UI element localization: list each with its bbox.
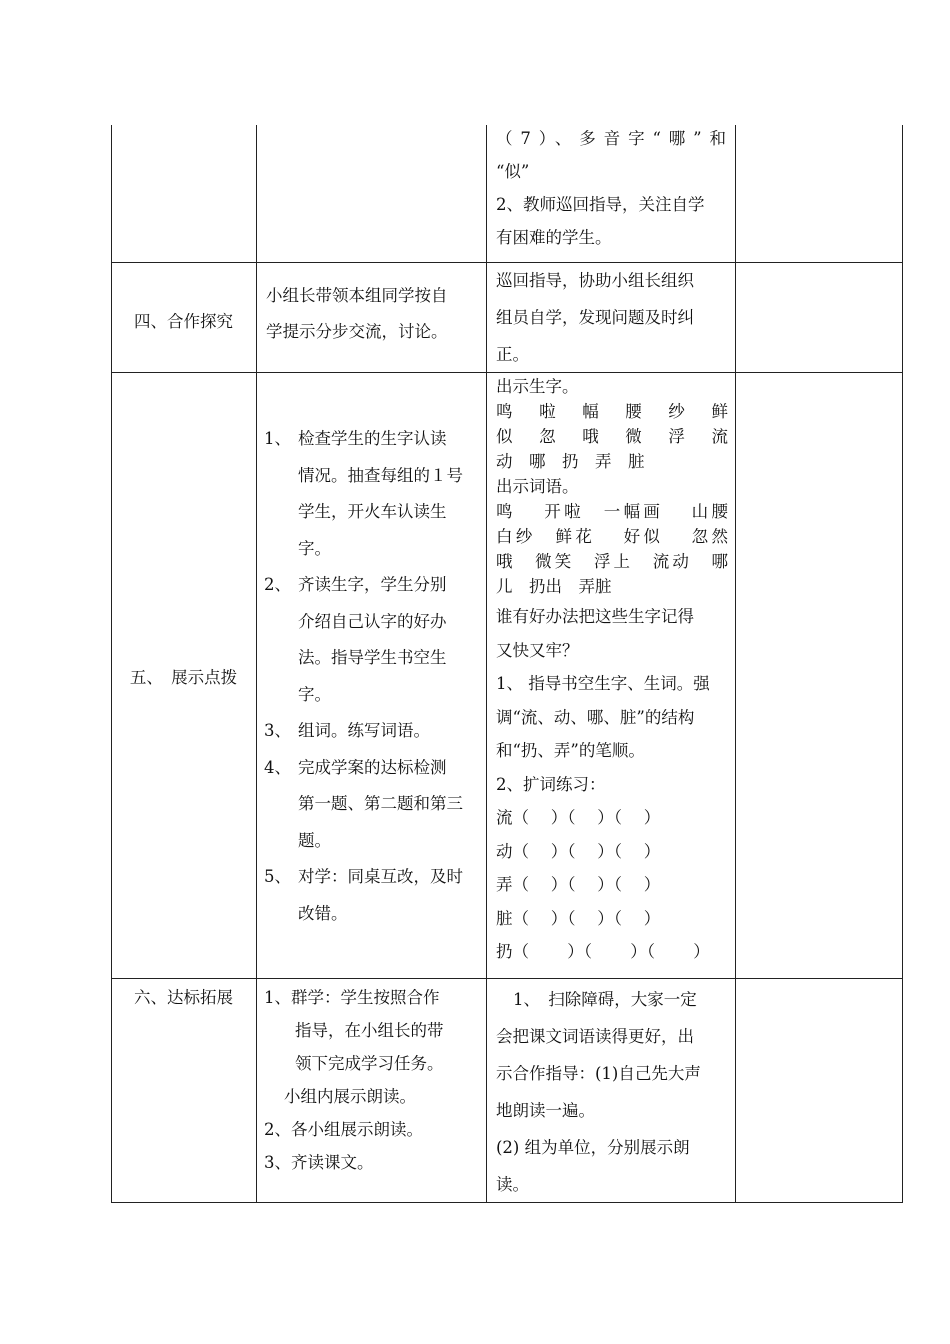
row4-teacher-cell <box>496 981 732 1203</box>
new-characters-line: 似 忽 哦 微 浮 流 <box>496 427 728 446</box>
student-line: 2、各小组展示朗读。 <box>264 1120 423 1139</box>
student-line: 小组长带领本组同学按自 <box>266 286 448 305</box>
student-line: 学提示分步交流，讨论。 <box>266 322 448 341</box>
new-words-title: 出示词语。 <box>496 477 579 496</box>
student-line: 情况。抽查每组的１号 <box>298 465 463 485</box>
student-line: 改错。 <box>298 903 348 923</box>
student-item: 5、 对学：同桌互改，及时 <box>264 867 463 886</box>
teacher-line: 有困难的学生。 <box>496 228 612 247</box>
new-words-line: 鸣 开啦 一幅画 山腰 <box>496 502 728 521</box>
student-item: 1、 检查学生的生字认读 <box>264 429 447 448</box>
student-line: 领下完成学习任务。 <box>295 1054 444 1073</box>
teacher-guidance-block <box>496 600 728 969</box>
student-line: 字。 <box>298 538 331 558</box>
row1-teacher-cell <box>496 122 726 254</box>
student-line: 小组内展示朗读。 <box>284 1087 416 1106</box>
student-line: 法。指导学生书空生 <box>298 648 447 667</box>
teacher-line: 和“扔、弄”的笔顺。 <box>496 741 645 760</box>
teacher-line: 1、 指导书空生字、生词。强 <box>496 674 710 693</box>
teacher-line: 组员自学，发现问题及时纠 <box>496 308 694 327</box>
student-line: 题。 <box>298 830 331 850</box>
student-line: 学生，开火车认读生 <box>298 502 447 521</box>
new-words-line: 哦 微笑 浮上 流动 哪 <box>496 552 728 571</box>
table-border-col2 <box>486 125 487 1203</box>
row2-teacher-cell <box>496 262 732 373</box>
teacher-line: 2、扩词练习： <box>496 774 606 794</box>
word-expansion-line: 扔（ ）（ ）（ ） <box>496 942 710 961</box>
word-expansion-line: 流（ ）（ ）（ ） <box>496 808 661 827</box>
lesson-plan-table <box>111 125 903 1203</box>
student-item: 4、 完成学案的达标检测 <box>264 757 447 777</box>
row3-teacher-cell <box>496 374 728 969</box>
row-divider-3 <box>111 978 903 979</box>
stage-label: 六、达标拓展 <box>134 988 233 1007</box>
word-expansion-line: 动（ ）（ ）（ ） <box>496 841 661 861</box>
teacher-line: （7）、多音字“哪”和 <box>496 129 726 148</box>
new-characters-line: 动 哪 扔 弄 脏 <box>496 452 645 471</box>
student-line: 3、齐读课文。 <box>264 1153 374 1172</box>
new-characters-line: 鸣 啦 幅 腰 纱 鲜 <box>496 402 728 421</box>
stage-standard-extension <box>111 981 256 1014</box>
row2-student-cell <box>266 278 478 350</box>
teacher-line: 2、教师巡回指导，关注自学 <box>496 195 705 214</box>
stage-presentation-guidance <box>111 661 256 694</box>
teacher-line: 正。 <box>496 345 529 364</box>
teacher-line: 会把课文词语读得更好，出 <box>496 1027 694 1046</box>
row4-student-cell <box>264 981 484 1179</box>
stage-label: 五、 展示点拨 <box>129 668 238 687</box>
teacher-line: 又快又牢？ <box>496 640 579 660</box>
stage-cooperative-inquiry <box>111 305 256 338</box>
student-item: 2、 齐读生字，学生分别 <box>264 575 447 594</box>
new-characters-block <box>496 374 728 599</box>
teacher-line: (2) 组为单位，分别展示朗 <box>496 1138 690 1157</box>
teacher-line: 调“流、动、哪、脏”的结构 <box>496 707 695 727</box>
teacher-line: 1、 扫除障碍，大家一定 <box>513 990 697 1009</box>
student-line: 介绍自己认字的好办 <box>298 611 447 631</box>
word-expansion-line: 脏（ ）（ ）（ ） <box>496 908 661 928</box>
teacher-line: 示合作指导：(1)自己先大声 <box>496 1064 701 1083</box>
student-line: 字。 <box>298 684 331 704</box>
table-border-col3 <box>735 125 736 1203</box>
table-border-right <box>902 125 903 1203</box>
teacher-line: 巡回指导，协助小组长组织 <box>496 271 694 290</box>
student-line: 1、群学：学生按照合作 <box>264 988 440 1007</box>
teacher-line: 谁有好办法把这些生字记得 <box>496 607 694 626</box>
new-characters-title: 出示生字。 <box>496 377 579 396</box>
row3-student-cell <box>264 421 484 932</box>
new-words-line: 儿 扔出 弄脏 <box>496 577 612 596</box>
student-item: 3、 组词。练写词语。 <box>264 721 430 740</box>
teacher-line: 读。 <box>496 1175 529 1194</box>
stage-label: 四、合作探究 <box>134 312 233 331</box>
student-line: 指导，在小组长的带 <box>295 1021 444 1040</box>
student-line: 第一题、第二题和第三 <box>298 794 463 813</box>
teacher-line: 地朗读一遍。 <box>496 1101 595 1120</box>
new-words-line: 白纱 鲜花 好似 忽然 <box>496 527 728 546</box>
table-border-col1 <box>256 125 257 1203</box>
word-expansion-line: 弄（ ）（ ）（ ） <box>496 875 661 894</box>
teacher-line: “似” <box>496 162 530 181</box>
